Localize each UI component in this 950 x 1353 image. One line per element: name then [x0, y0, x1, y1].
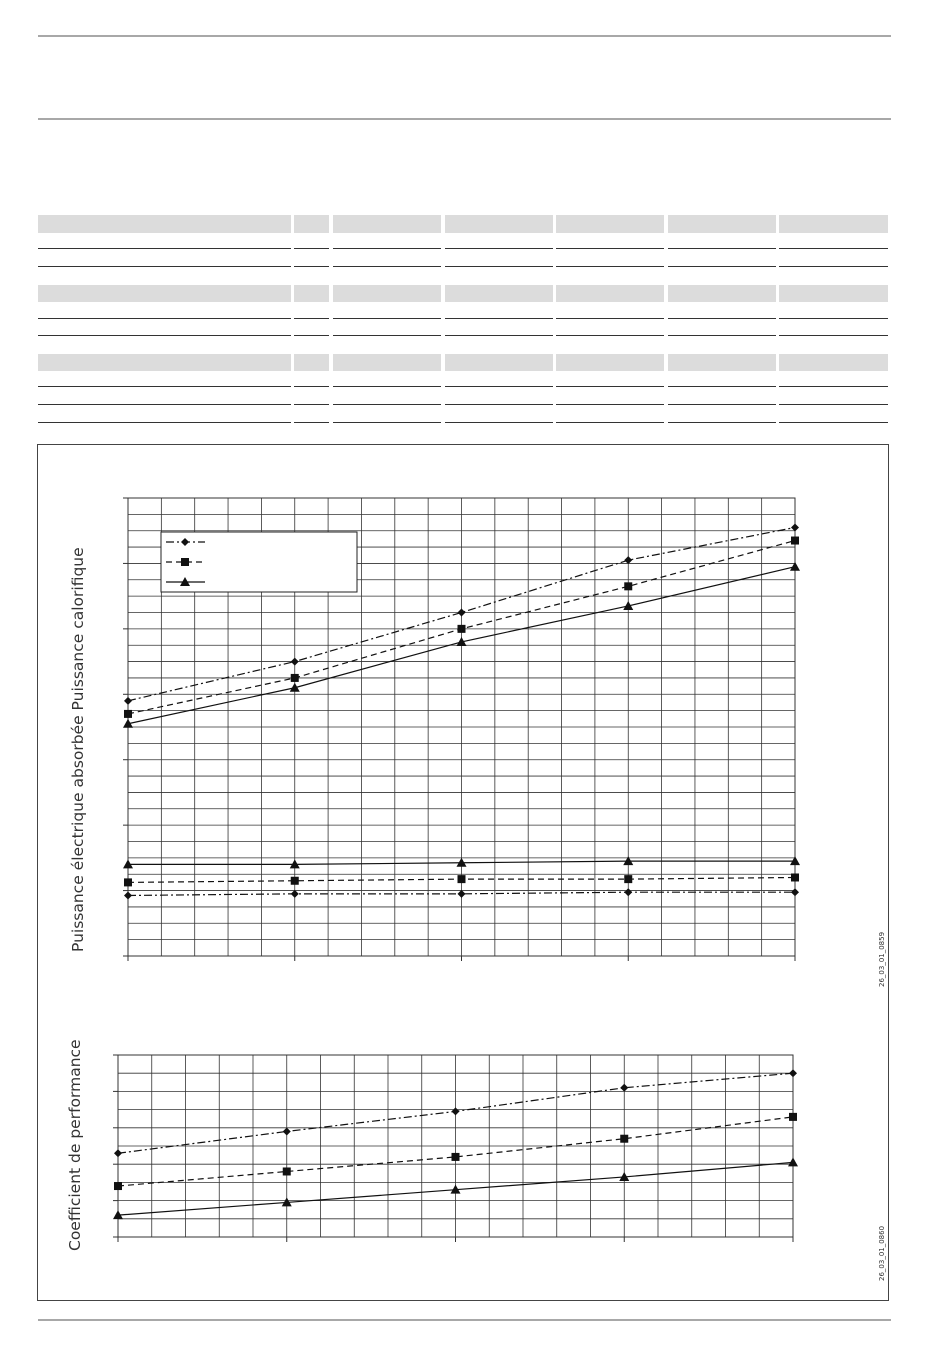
chart1-series-0-point	[624, 556, 632, 564]
chart1-series-4-point	[458, 875, 466, 883]
chart1-series-0-point	[791, 523, 799, 531]
chart1-series-1-point	[458, 625, 466, 633]
chart2-series-1-point	[283, 1167, 291, 1175]
chart2-series-1-point	[620, 1135, 628, 1143]
chart1-series-4-point	[624, 875, 632, 883]
chart2-series-2-point	[788, 1157, 798, 1166]
chart2-ylabel: Coefficient de performance	[66, 1039, 84, 1251]
chart1-legend-marker	[181, 558, 189, 566]
chart1-series-5-point	[624, 888, 632, 896]
chart1-figure-code: 26_03_01_0859	[878, 931, 886, 987]
chart1-series-5-point	[458, 890, 466, 898]
chart2-series-0-point	[452, 1107, 460, 1115]
chart1-series-5-point	[791, 888, 799, 896]
chart1-series-5-point	[291, 890, 299, 898]
chart2-series-0-point	[620, 1084, 628, 1092]
chart2-series-1-point	[789, 1113, 797, 1121]
chart1-series-5-point	[124, 891, 132, 899]
chart1-series-0-point	[124, 697, 132, 705]
chart2-series-0-point	[789, 1069, 797, 1077]
chart1-series-4-point	[124, 878, 132, 886]
chart1-series-1-point	[124, 710, 132, 718]
chart2-series-1-point	[114, 1182, 122, 1190]
chart1-series-0-point	[291, 658, 299, 666]
chart1-ylabel: Puissance électrique absorbée Puissance calorifique	[69, 547, 87, 952]
chart1-series-1-point	[624, 582, 632, 590]
chart2-figure-code: 26_03_01_0860	[878, 1225, 886, 1281]
chart2-series-0-point	[114, 1149, 122, 1157]
chart1-series-1-point	[791, 537, 799, 545]
chart1-series-4-point	[791, 873, 799, 881]
chart2-series-0-point	[283, 1127, 291, 1135]
chart1-series-4-point	[291, 877, 299, 885]
chart1-series-0-point	[458, 609, 466, 617]
chart2-series-1-point	[452, 1153, 460, 1161]
chart1-series-1-point	[291, 674, 299, 682]
